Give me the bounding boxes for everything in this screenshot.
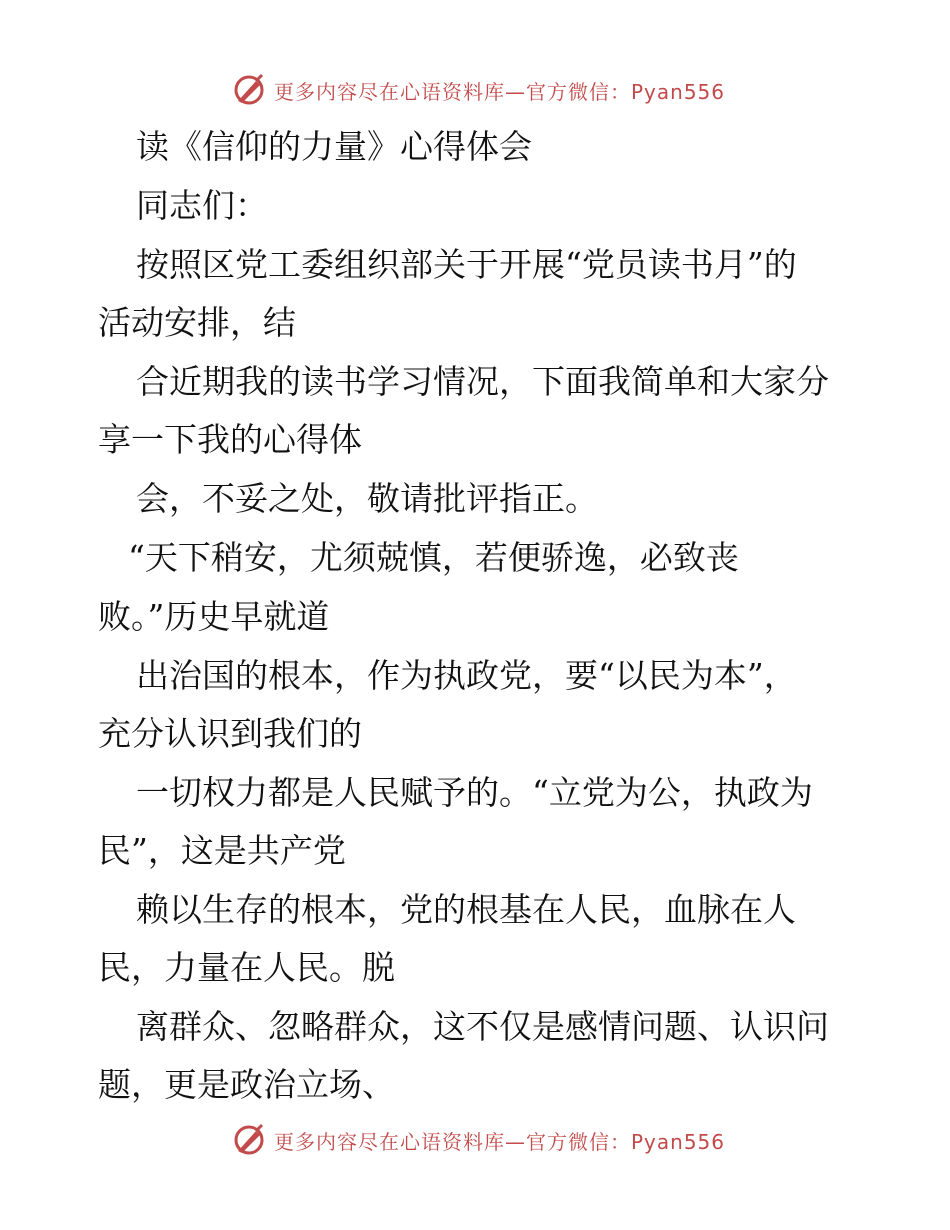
text-line: 民，力量在人民。脱	[98, 948, 395, 987]
text-line: 民”，这是共产党	[98, 831, 346, 870]
text-line: 按照区党工委组织部关于开展“党员读书月”的	[136, 245, 797, 284]
pen-logo-icon	[232, 73, 266, 107]
text-line: 活动安排，结	[98, 303, 296, 342]
footer-banner	[232, 1122, 725, 1158]
salutation: 同志们：	[136, 186, 268, 225]
text-line: 出治国的根本，作为执政党，要“以民为本”，	[136, 656, 797, 695]
text-line: 一切权力都是人民赋予的。“立党为公，执政为	[136, 773, 813, 812]
pen-logo-icon	[232, 1123, 266, 1157]
text-line: 充分认识到我们的	[98, 714, 362, 753]
text-line: 赖以生存的根本，党的根基在人民，血脉在人	[136, 890, 796, 929]
text-line: 题，更是政治立场、	[98, 1065, 395, 1104]
text-line: 合近期我的读书学习情况，下面我简单和大家分	[136, 362, 829, 401]
header-banner	[232, 72, 725, 108]
text-line: “天下稍安，尤须兢慎，若便骄逸，必致丧	[128, 538, 739, 577]
text-line: 会，不妥之处，敬请批评指正。	[136, 479, 598, 518]
document-title: 读《信仰的力量》心得体会	[136, 127, 532, 166]
text-line: 享一下我的心得体	[98, 420, 362, 459]
text-line: 败。”历史早就道	[98, 597, 330, 636]
footer-banner-text: 更多内容尽在心语资料库—官方微信：Pyan556	[274, 1129, 726, 1154]
header-banner-text: 更多内容尽在心语资料库—官方微信：Pyan556	[274, 79, 726, 104]
text-line: 离群众、忽略群众，这不仅是感情问题、认识问	[136, 1007, 829, 1046]
